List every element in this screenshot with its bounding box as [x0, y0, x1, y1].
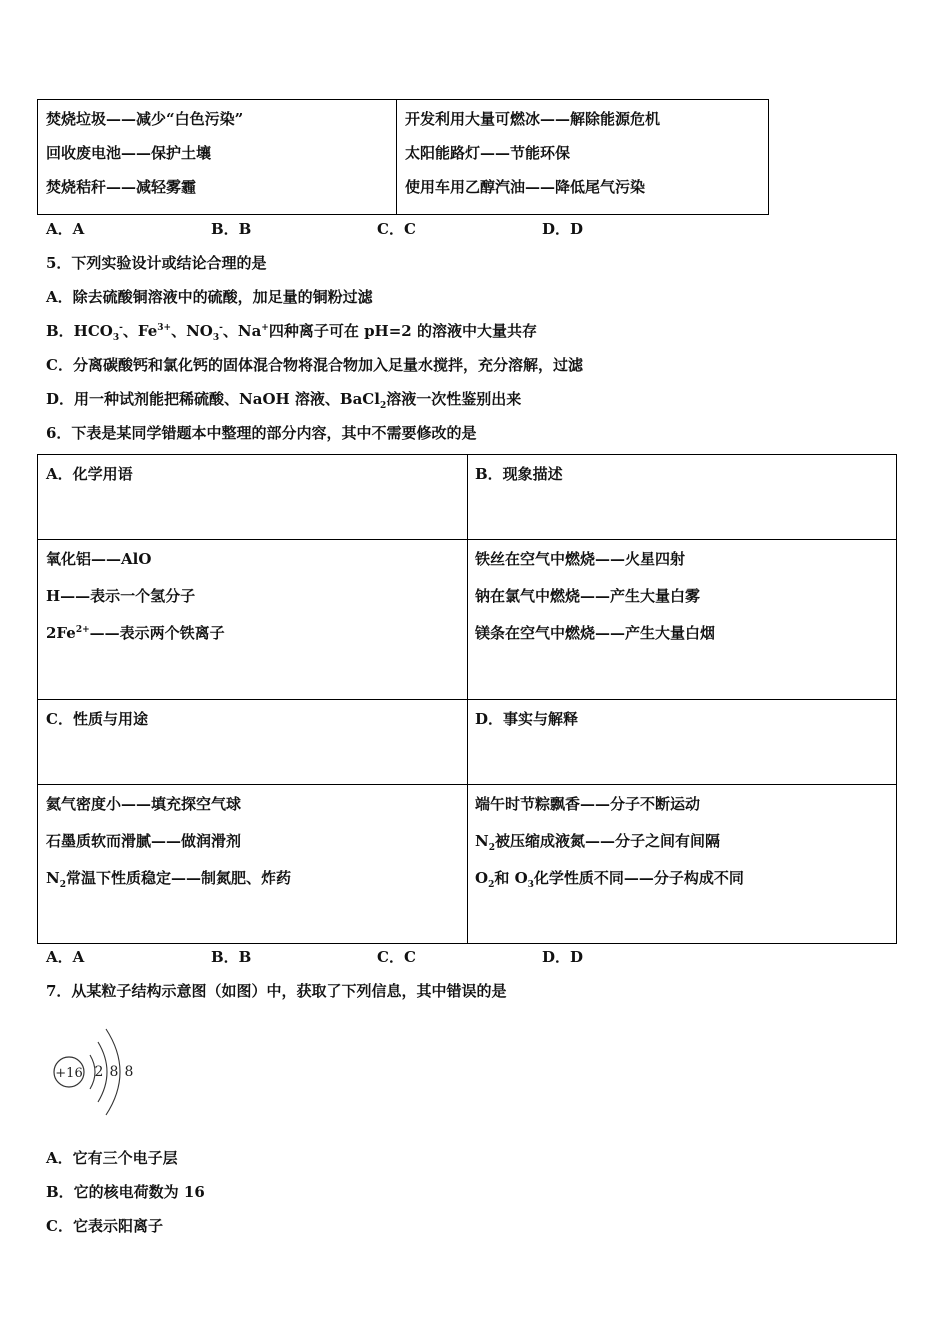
nucleus-label: +16	[55, 1066, 83, 1081]
q5-b-sup2: 3+	[157, 323, 172, 333]
q5-d-suffix: 溶液一次性鉴别出来	[386, 390, 522, 408]
q6-header-c: C．性质与用途	[46, 710, 148, 728]
q6-d-l3-c: 化学性质不同——分子构成不同	[533, 869, 744, 887]
q4-left-line-2: 回收废电池——保护土壤	[46, 144, 212, 162]
q5-option-a[interactable]: A．除去硫酸铜溶液中的硫酸，加足量的铜粉过滤	[46, 288, 373, 306]
q6-b-line-3: 镁条在空气中燃烧——产生大量白烟	[475, 624, 716, 642]
q6-header-a: A．化学用语	[46, 465, 133, 483]
q6-c-l3-sub: 2	[59, 880, 66, 890]
q6-option-c[interactable]: C．C	[377, 948, 416, 966]
q5-b-suffix: 四种离子可在 pH=2 的溶液中大量共存	[268, 322, 537, 340]
q6-option-b[interactable]: B．B	[211, 948, 252, 966]
q6-b-line-1: 铁丝在空气中燃烧——火星四射	[475, 550, 686, 568]
q6-d-line-1: 端午时节粽飘香——分子不断运动	[475, 795, 701, 813]
q6-d-l2-suffix: 被压缩成液氮——分子之间有间隔	[494, 832, 720, 850]
q6-a-l3-sup: 2+	[75, 625, 90, 635]
q6-d-l2-prefix: N	[475, 832, 489, 850]
q7-option-a[interactable]: A．它有三个电子层	[46, 1149, 178, 1167]
q5-d-sub: 2	[379, 401, 387, 411]
q4-left-line-1: 焚烧垃圾——减少“白色污染”	[46, 110, 244, 128]
q6-stem: 6．下表是某同学错题本中整理的部分内容，其中不需要修改的是	[46, 424, 477, 442]
q6-option-a[interactable]: A．A	[46, 948, 85, 966]
shell-electrons-3: 8	[124, 1064, 134, 1080]
q6-c-line-1: 氦气密度小——填充探空气球	[46, 795, 242, 813]
q4-option-a[interactable]: A．A	[46, 220, 85, 238]
q4-option-c[interactable]: C．C	[377, 220, 416, 238]
q6-table-hline-1	[38, 539, 896, 540]
q5-b-mid1: 、Fe	[122, 322, 158, 340]
q6-table-hline-3	[38, 784, 896, 785]
q6-d-l3-a: O	[475, 869, 489, 887]
q5-option-c[interactable]: C．分离碳酸钙和氯化钙的固体混合物将混合物加入足量水搅拌，充分溶解，过滤	[46, 356, 583, 374]
q5-option-d[interactable]	[46, 389, 521, 409]
shell-electrons-2: 8	[109, 1064, 119, 1080]
q6-c-l3-suffix: 常温下性质稳定——制氮肥、炸药	[65, 869, 291, 887]
q4-right-line-3: 使用车用乙醇汽油——降低尾气污染	[405, 178, 646, 196]
q5-b-sub2: 3	[212, 333, 220, 343]
q6-d-l2-sub: 2	[488, 843, 495, 853]
q6-header-b: B．现象描述	[475, 465, 563, 483]
q6-a-line-2: H——表示一个氢分子	[46, 587, 196, 605]
atom-structure-diagram	[44, 1012, 154, 1127]
q6-header-d: D．事实与解释	[475, 710, 579, 728]
q5-b-prefix: B．HCO	[46, 322, 113, 340]
shell-electrons-1: 2	[94, 1064, 104, 1080]
q5-b-mid3: 、Na	[222, 322, 262, 340]
q6-option-d[interactable]: D．D	[542, 948, 584, 966]
q5-b-sup3: -	[219, 323, 223, 333]
q4-right-line-1: 开发利用大量可燃冰——解除能源危机	[405, 110, 661, 128]
q4-table-divider	[396, 100, 397, 214]
q6-c-line-3	[46, 868, 291, 888]
q7-option-c[interactable]: C．它表示阳离子	[46, 1217, 163, 1235]
q6-d-l3-b: 和 O	[494, 869, 528, 887]
q6-c-l3-prefix: N	[46, 869, 60, 887]
q5-b-mid2: 、NO	[171, 322, 213, 340]
q6-a-l3-suffix: ——表示两个铁离子	[89, 624, 225, 642]
q7-option-b[interactable]: B．它的核电荷数为 16	[46, 1183, 205, 1201]
q6-b-line-2: 钠在氯气中燃烧——产生大量白雾	[475, 587, 701, 605]
q5-b-sup1: -	[119, 323, 123, 333]
q7-stem: 7．从某粒子结构示意图（如图）中，获取了下列信息，其中错误的是	[46, 982, 507, 1000]
q6-a-line-1: 氧化铝——AlO	[46, 550, 152, 568]
q5-b-sub1: 3	[112, 333, 120, 343]
q6-d-l3-sub1: 2	[488, 880, 495, 890]
q5-b-sup4: +	[261, 323, 269, 333]
q6-d-line-2	[475, 831, 720, 851]
q6-d-l3-sub2: 3	[527, 880, 534, 890]
q4-option-d[interactable]: D．D	[542, 220, 584, 238]
q6-a-l3-prefix: 2Fe	[46, 624, 76, 642]
q6-a-line-3	[46, 623, 225, 643]
q4-left-line-3: 焚烧秸秆——减轻雾霾	[46, 178, 197, 196]
q5-d-prefix: D．用一种试剂能把稀硫酸、NaOH 溶液、BaCl	[46, 390, 380, 408]
q4-right-line-2: 太阳能路灯——节能环保	[405, 144, 571, 162]
q6-table-hline-2	[38, 699, 896, 700]
q5-stem: 5．下列实验设计或结论合理的是	[46, 254, 267, 272]
q6-c-line-2: 石墨质软而滑腻——做润滑剂	[46, 832, 242, 850]
q4-option-b[interactable]: B．B	[211, 220, 252, 238]
q6-d-line-3	[475, 868, 744, 888]
q5-option-b[interactable]	[46, 321, 537, 341]
